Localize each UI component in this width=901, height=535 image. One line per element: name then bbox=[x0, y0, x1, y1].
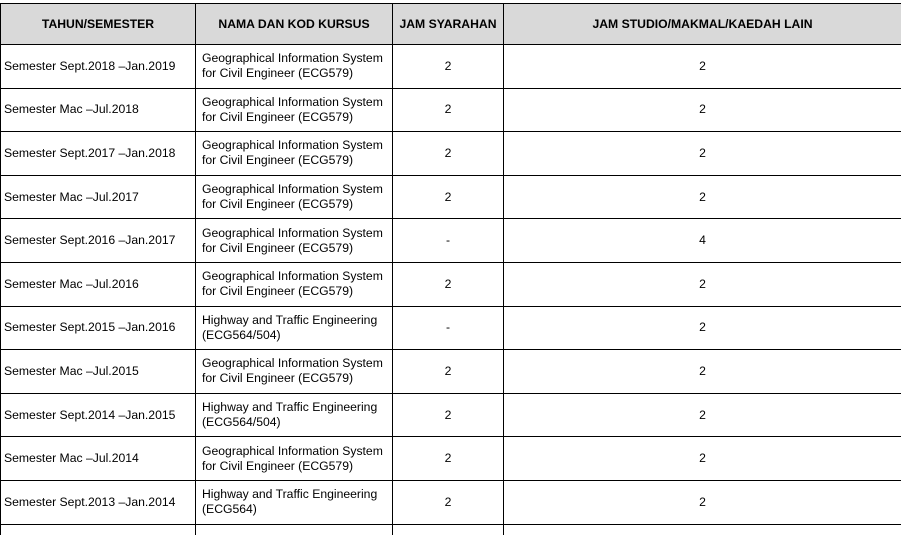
table-row bbox=[1, 393, 901, 437]
table-row bbox=[1, 132, 901, 176]
empty-cell bbox=[393, 524, 504, 535]
lecture-hours-cell: 2 bbox=[393, 88, 504, 132]
semester-cell: Semester Mac –Jul.2017 bbox=[1, 175, 196, 219]
table-row bbox=[1, 306, 901, 350]
course-cell bbox=[196, 437, 393, 481]
course-name-line: Highway and Traffic Engineering bbox=[202, 400, 392, 415]
studio-hours-cell: 4 bbox=[504, 219, 901, 263]
semester-cell: Semester Mac –Jul.2016 bbox=[1, 262, 196, 306]
course-code-line: for Civil Engineer (ECG579) bbox=[202, 66, 392, 81]
table-row bbox=[1, 262, 901, 306]
lecture-hours-cell: 2 bbox=[393, 350, 504, 394]
table-row-partial bbox=[1, 524, 901, 535]
semester-cell: Semester Mac –Jul.2014 bbox=[1, 437, 196, 481]
course-cell bbox=[196, 262, 393, 306]
course-code-line: (ECG564/504) bbox=[202, 415, 392, 430]
course-cell bbox=[196, 45, 393, 89]
empty-cell bbox=[196, 524, 393, 535]
course-code-line: for Civil Engineer (ECG579) bbox=[202, 153, 392, 168]
table-row bbox=[1, 437, 901, 481]
table-body bbox=[1, 45, 901, 535]
lecture-hours-cell: 2 bbox=[393, 175, 504, 219]
semester-cell: Semester Mac –Jul.2015 bbox=[1, 350, 196, 394]
header-studio-lab-hours: JAM STUDIO/MAKMAL/KAEDAH LAIN bbox=[504, 4, 901, 45]
course-name-line: Geographical Information System bbox=[202, 138, 392, 153]
course-name-line: Geographical Information System bbox=[202, 226, 392, 241]
course-name-line: Highway and Traffic Engineering bbox=[202, 487, 392, 502]
course-cell bbox=[196, 175, 393, 219]
lecture-hours-cell: 2 bbox=[393, 45, 504, 89]
table-row bbox=[1, 219, 901, 263]
semester-cell: Semester Sept.2016 –Jan.2017 bbox=[1, 219, 196, 263]
semester-cell: Semester Sept.2015 –Jan.2016 bbox=[1, 306, 196, 350]
lecture-hours-cell: 2 bbox=[393, 480, 504, 524]
course-cell bbox=[196, 350, 393, 394]
course-code-line: (ECG564/504) bbox=[202, 328, 392, 343]
course-cell bbox=[196, 306, 393, 350]
semester-cell: Semester Sept.2014 –Jan.2015 bbox=[1, 393, 196, 437]
teaching-history-table bbox=[0, 3, 901, 535]
course-code-line: for Civil Engineer (ECG579) bbox=[202, 197, 392, 212]
header-year-semester: TAHUN/SEMESTER bbox=[1, 4, 196, 45]
studio-hours-cell: 2 bbox=[504, 437, 901, 481]
lecture-hours-cell: 2 bbox=[393, 132, 504, 176]
header-row bbox=[1, 4, 901, 45]
course-name-line: Geographical Information System bbox=[202, 95, 392, 110]
studio-hours-cell: 2 bbox=[504, 88, 901, 132]
table-row bbox=[1, 350, 901, 394]
course-code-line: for Civil Engineer (ECG579) bbox=[202, 241, 392, 256]
table-row bbox=[1, 175, 901, 219]
semester-cell: Semester Mac –Jul.2018 bbox=[1, 88, 196, 132]
course-name-line: Geographical Information System bbox=[202, 356, 392, 371]
table-row bbox=[1, 88, 901, 132]
course-cell bbox=[196, 393, 393, 437]
lecture-hours-cell: 2 bbox=[393, 262, 504, 306]
lecture-hours-cell: 2 bbox=[393, 437, 504, 481]
semester-cell: Semester Sept.2018 –Jan.2019 bbox=[1, 45, 196, 89]
course-cell bbox=[196, 88, 393, 132]
course-code-line: for Civil Engineer (ECG579) bbox=[202, 371, 392, 386]
studio-hours-cell: 2 bbox=[504, 480, 901, 524]
course-cell bbox=[196, 480, 393, 524]
semester-cell: Semester Sept.2017 –Jan.2018 bbox=[1, 132, 196, 176]
course-code-line: for Civil Engineer (ECG579) bbox=[202, 284, 392, 299]
course-code-line: for Civil Engineer (ECG579) bbox=[202, 110, 392, 125]
course-cell bbox=[196, 219, 393, 263]
table-row bbox=[1, 45, 901, 89]
course-code-line: (ECG564) bbox=[202, 502, 392, 517]
lecture-hours-cell: - bbox=[393, 219, 504, 263]
studio-hours-cell: 2 bbox=[504, 306, 901, 350]
studio-hours-cell: 2 bbox=[504, 262, 901, 306]
header-course-name-code: NAMA DAN KOD KURSUS bbox=[196, 4, 393, 45]
course-name-line: Geographical Information System bbox=[202, 444, 392, 459]
semester-cell: Semester Sept.2013 –Jan.2014 bbox=[1, 480, 196, 524]
empty-cell bbox=[1, 524, 196, 535]
studio-hours-cell: 2 bbox=[504, 350, 901, 394]
lecture-hours-cell: 2 bbox=[393, 393, 504, 437]
lecture-hours-cell: - bbox=[393, 306, 504, 350]
studio-hours-cell: 2 bbox=[504, 393, 901, 437]
course-code-line: for Civil Engineer (ECG579) bbox=[202, 459, 392, 474]
course-name-line: Geographical Information System bbox=[202, 269, 392, 284]
studio-hours-cell: 2 bbox=[504, 175, 901, 219]
empty-cell bbox=[504, 524, 901, 535]
table-row bbox=[1, 480, 901, 524]
header-lecture-hours: JAM SYARAHAN bbox=[393, 4, 504, 45]
course-cell bbox=[196, 132, 393, 176]
course-name-line: Geographical Information System bbox=[202, 51, 392, 66]
course-name-line: Geographical Information System bbox=[202, 182, 392, 197]
studio-hours-cell: 2 bbox=[504, 45, 901, 89]
studio-hours-cell: 2 bbox=[504, 132, 901, 176]
course-name-line: Highway and Traffic Engineering bbox=[202, 313, 392, 328]
